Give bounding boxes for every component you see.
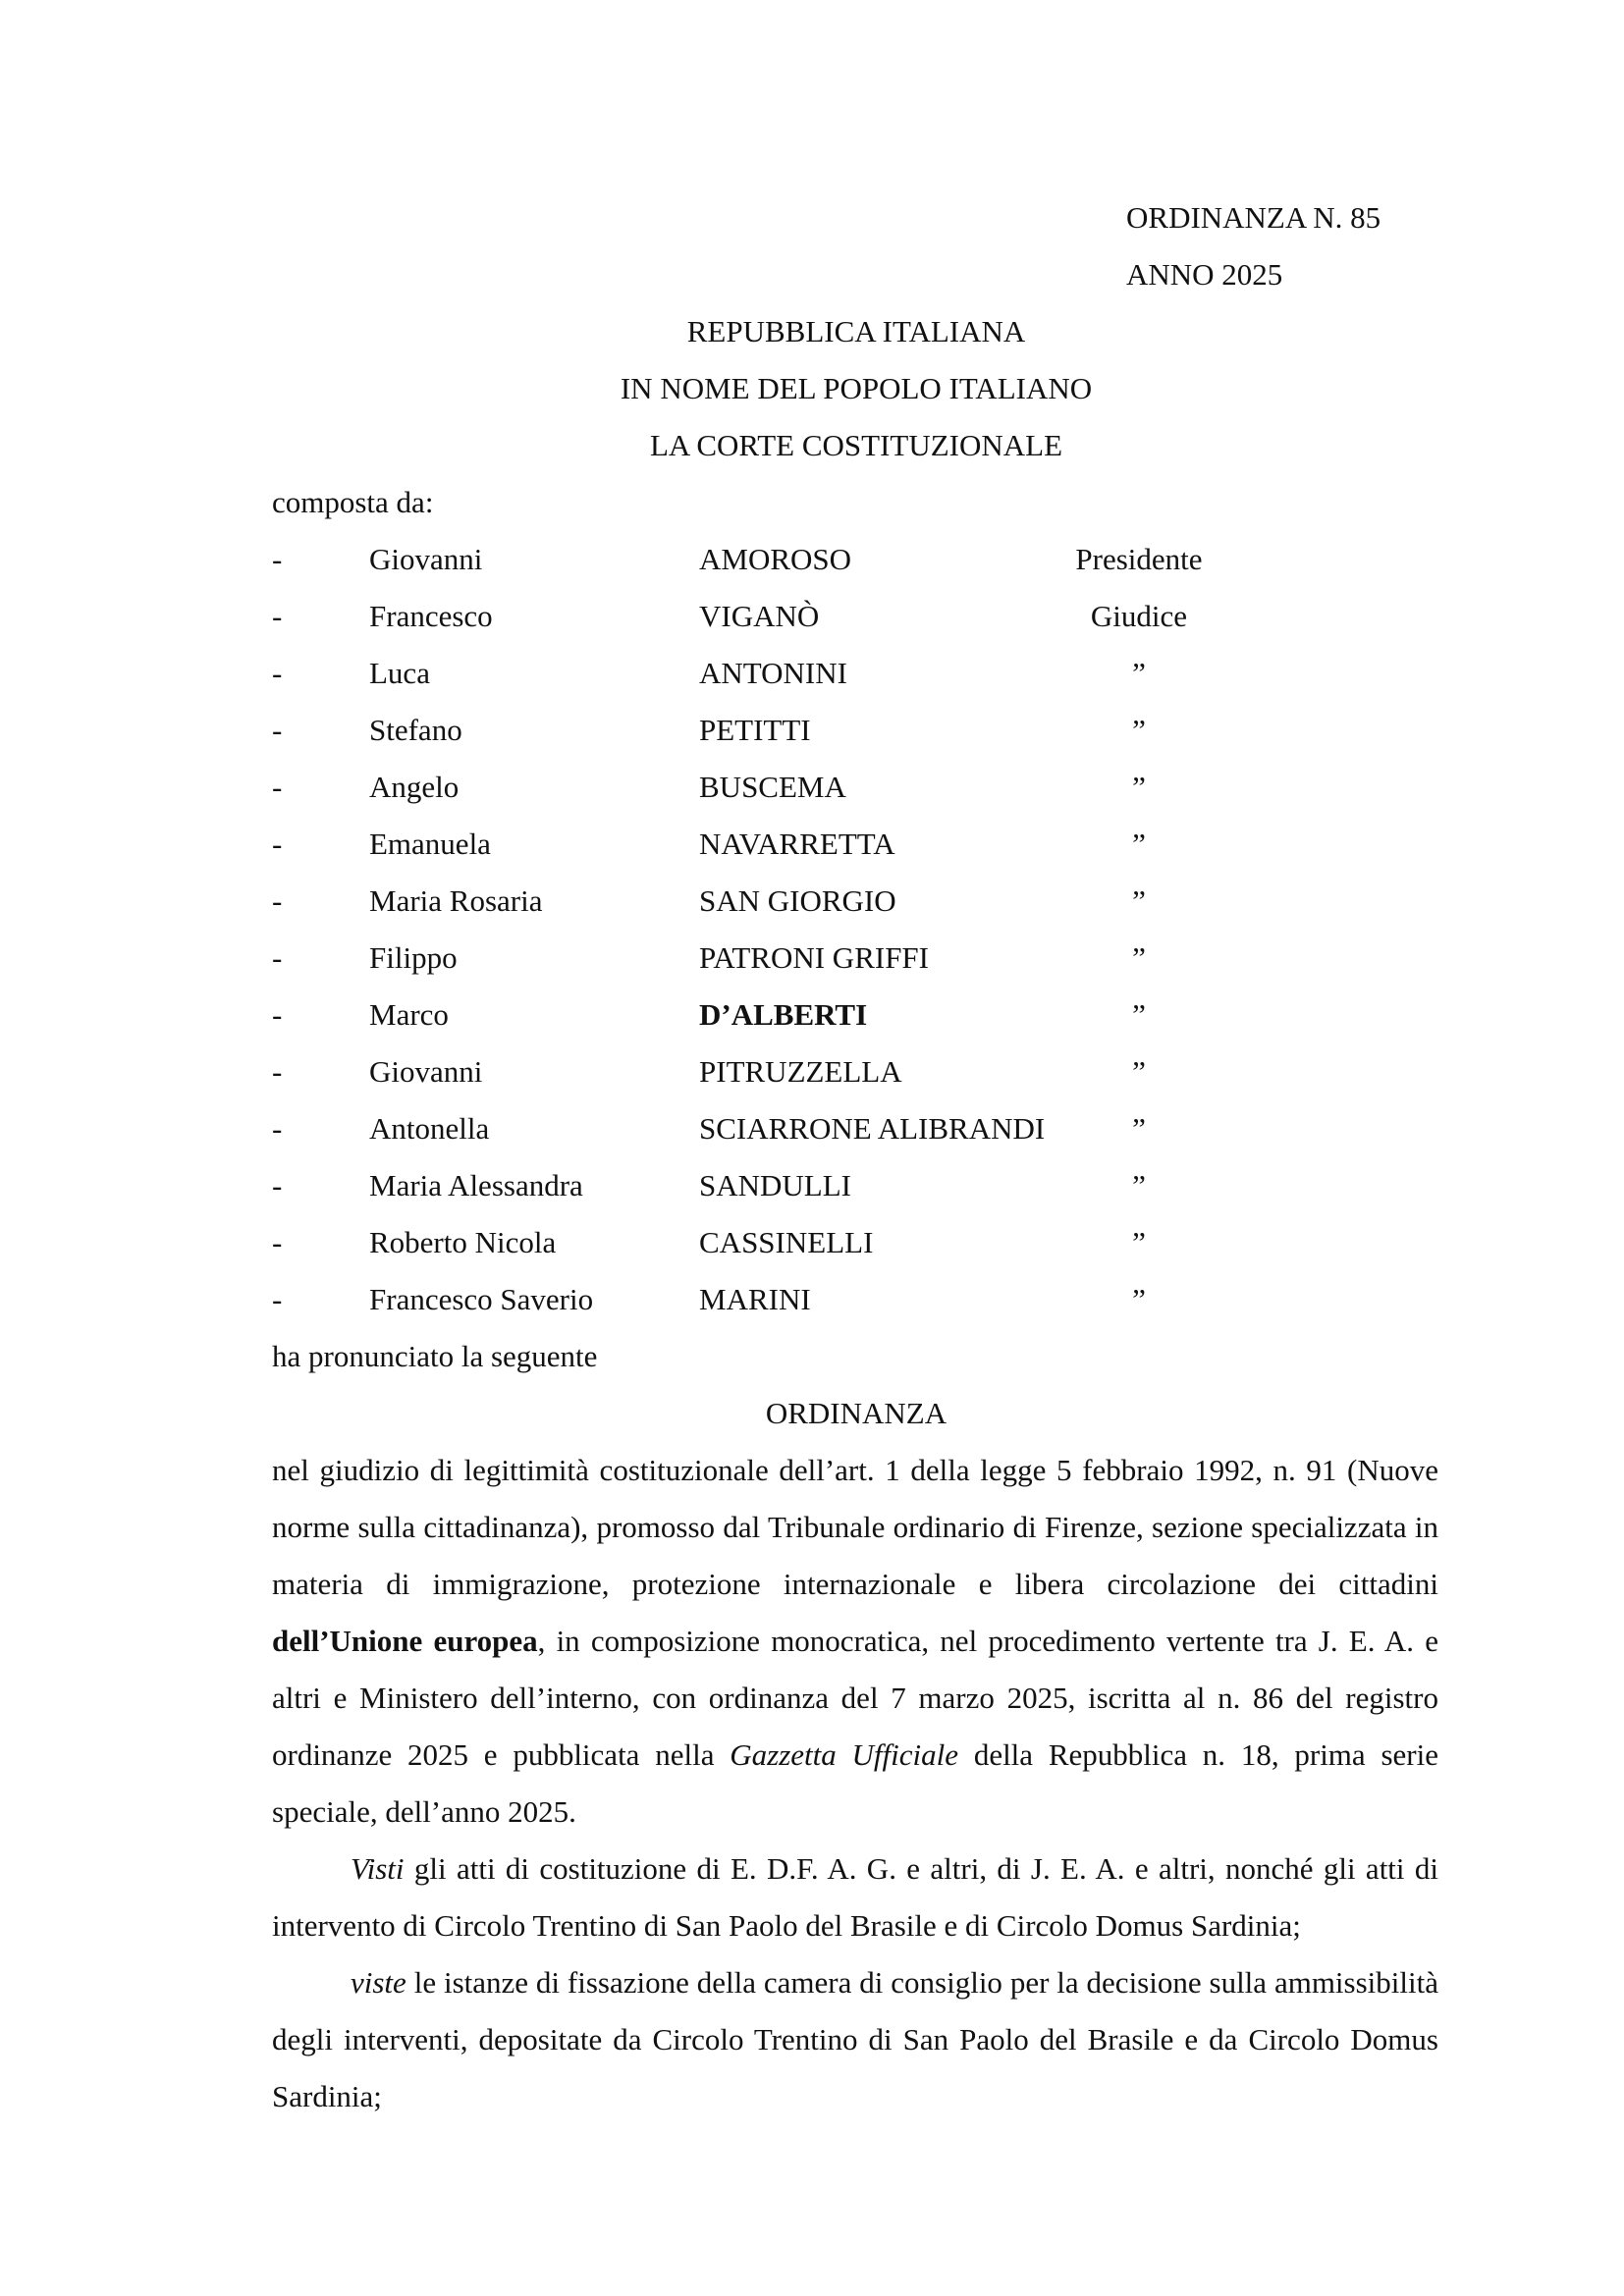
pronunciato-line: ha pronunciato la seguente [272,1339,598,1373]
paragraph-text: , in composizione monocratica, nel procedimento vertente tra J. E. A. e altri e Ministero dell’interno, con ordinanza del 7 marzo 2025, iscritta al n. 86 del registro ordinanze 2025 e pubblicata nella [272,1624,1438,1772]
judge-row [0,1166,1624,1205]
judge-first-name: Giovanni [369,1054,483,1089]
judge-first-name: Maria Alessandra [369,1168,583,1202]
judge-role: ” [1132,1111,1146,1146]
judge-first-name: Emanuela [369,827,491,861]
judge-last-name: PETITTI [699,713,811,747]
paragraph-viste [272,1954,1438,2125]
composta-da: composta da: [272,485,434,519]
list-dash: - [272,770,283,804]
list-dash: - [272,997,283,1032]
paragraph-text: le istanze di fissazione della camera di consiglio per la decisione sulla ammissibilità degli interventi, depositate da Circolo Trentino di San Paolo del Brasile e da Circolo Domus Sardinia; [272,1965,1438,2113]
judge-first-name: Maria Rosaria [369,883,543,918]
judge-role: ” [1132,1168,1146,1202]
judge-row [0,540,1624,579]
list-dash: - [272,883,283,918]
judge-first-name: Roberto Nicola [369,1225,557,1259]
judge-last-name: ANTONINI [699,656,847,690]
bold-text: dell’Unione europea [272,1624,538,1658]
judge-last-name: CASSINELLI [699,1225,874,1259]
judge-role: ” [1132,770,1146,804]
italic-text: Visti [351,1851,405,1886]
judge-role: ” [1132,713,1146,747]
judge-first-name: Angelo [369,770,460,804]
paragraph-text: della Repubblica n. 18, prima serie speciale, dell’anno 2025. [272,1737,1438,1829]
judge-last-name: PITRUZZELLA [699,1054,902,1089]
list-dash: - [272,940,283,975]
judge-row [0,768,1624,807]
judge-row [0,711,1624,750]
judge-first-name: Filippo [369,940,458,975]
judge-last-name: AMOROSO [699,542,852,576]
italic-text: viste [351,1965,406,2000]
title-repubblica: REPUBBLICA ITALIANA [686,314,1026,348]
anno: ANNO 2025 [1126,257,1283,292]
judge-first-name: Francesco [369,599,493,633]
judge-row [0,597,1624,636]
paragraph-visti [272,1841,1438,1954]
judge-last-name: VIGANÒ [699,599,820,633]
title-popolo: IN NOME DEL POPOLO ITALIANO [620,371,1093,405]
paragraph-text: gli atti di costituzione di E. D.F. A. G. e altri, di J. E. A. e altri, nonché gli atti di intervento di Circolo Trentino di San Paolo del Brasile e di Circolo Domus Sardinia; [272,1851,1438,1943]
judge-row [0,654,1624,693]
judge-last-name: BUSCEMA [699,770,846,804]
list-dash: - [272,713,283,747]
list-dash: - [272,599,283,633]
paragraph-text: nel giudizio di legittimità costituzionale dell’art. 1 della legge 5 febbraio 1992, n. 91 (Nuove norme sulla cittadinanza), promosso dal Tribunale ordinario di Firenze, sezione specializzata in materia di immigrazione, protezione internazionale e libera circolazione dei cittadini [272,1453,1438,1601]
judge-first-name: Giovanni [369,542,483,576]
judge-role: ” [1132,1225,1146,1259]
judge-role: Giudice [1090,599,1188,633]
judge-role: ” [1132,1054,1146,1089]
judge-last-name: D’ALBERTI [699,997,868,1032]
list-dash: - [272,1225,283,1259]
judge-last-name: SCIARRONE ALIBRANDI [699,1111,1046,1146]
ordinanza-heading: ORDINANZA [765,1396,947,1430]
list-dash: - [272,656,283,690]
judge-row [0,1223,1624,1262]
judge-row [0,1109,1624,1148]
judge-first-name: Marco [369,997,449,1032]
judge-last-name: MARINI [699,1282,811,1316]
judge-last-name: PATRONI GRIFFI [699,940,929,975]
judge-role: ” [1132,656,1146,690]
judge-row [0,938,1624,978]
italic-text: Gazzetta Ufficiale [730,1737,959,1772]
judge-role: ” [1132,883,1146,918]
list-dash: - [272,1111,283,1146]
judge-row [0,825,1624,864]
ordinanza-number: ORDINANZA N. 85 [1126,200,1381,235]
judge-role: ” [1132,1282,1146,1316]
judge-role: ” [1132,997,1146,1032]
list-dash: - [272,1054,283,1089]
list-dash: - [272,542,283,576]
judge-first-name: Luca [369,656,430,690]
list-dash: - [272,1168,283,1202]
judge-row [0,1280,1624,1319]
judge-first-name: Francesco Saverio [369,1282,594,1316]
list-dash: - [272,1282,283,1316]
judge-last-name: SANDULLI [699,1168,851,1202]
judge-role: ” [1132,827,1146,861]
judge-role: ” [1132,940,1146,975]
list-dash: - [272,827,283,861]
judge-row [0,881,1624,921]
judge-row [0,995,1624,1035]
judge-last-name: NAVARRETTA [699,827,895,861]
judge-role: Presidente [1075,542,1203,576]
judge-first-name: Stefano [369,713,462,747]
title-corte: LA CORTE COSTITUZIONALE [649,428,1063,462]
judge-row [0,1052,1624,1092]
paragraph-giudizio [272,1442,1438,1841]
judge-last-name: SAN GIORGIO [699,883,896,918]
judge-first-name: Antonella [369,1111,490,1146]
